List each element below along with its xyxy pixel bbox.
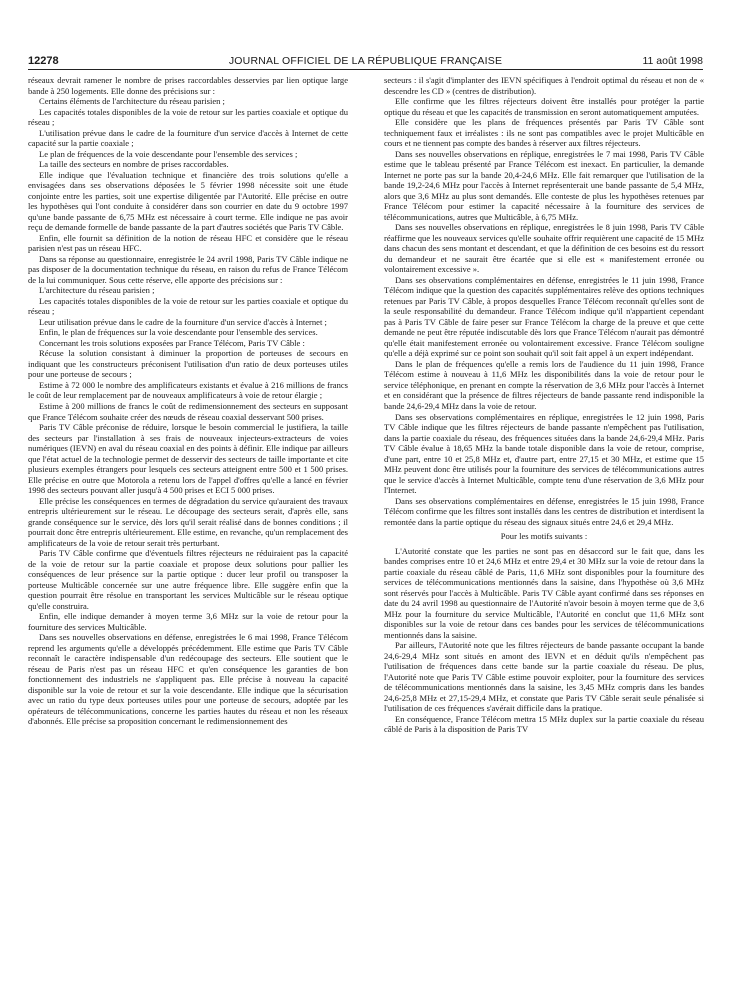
page-number: 12278 [28,55,59,67]
paragraph: Leur utilisation prévue dans le cadre de la fourniture d'un service d'accès à Internet ; [39,316,327,327]
page-header [28,55,703,69]
paragraph: Estime à 72 000 le nombre des amplificateurs existants et évalue à 216 millions de francs le coût de leur remplacement par de nouveaux amplificateurs à voie de retour élargie ; [28,379,348,401]
journal-title: JOURNAL OFFICIEL DE LA RÉPUBLIQUE FRANÇAISE [228,55,503,67]
paragraph: Dans sa réponse au questionnaire, enregistrée le 24 avril 1998, Paris TV Câble indique ne pas disposer de la documentation technique du réseau, en raison du refus de France Télécom de la lui communiquer. Sous cette réserve, elle apporte des précisions sur : [28,253,348,285]
paragraph: Elle indique que l'évaluation technique et financière des trois solutions qu'elle a envisagées dans ses observations déposées le 5 février 1998 nécessite soit une étude conjointe entre les parties, soit une expertise diligentée par l'Autorité. Elle précise en outre les hypothèses qui l'ont conduite à considérer dans son courrier en date du 9 octobre 1997 qu'une bande passante de 6,75 MHz est nécessaire à court terme. Elle indique ne pas avoir reçu de demande formelle de bande passante de la part d'autres sociétés que Paris TV Câble. [28,169,348,233]
paragraph: Dans ses observations complémentaires en réplique, enregistrées le 12 juin 1998, Paris TV Câble indique que les filtres réjecteurs de bande passante n'empêchent pas l'utilisation, dans la partie coaxiale du réseau, des fréquences situées dans la bande 24,6-29,4 MHz. Paris TV Câble évalue à 18,65 MHz la bande totale disponible dans la voie de retour, comprise, d'une part, entre 10 et 25,8 MHz et, d'autre part, entre 27,15 et 30 MHz, et estime que 15 MHz peuvent donc être utilisés pour la fourniture des services de télécommunications autres que le service d'accès à Internet Multicâble, compte tenu d'une réservation de 3,6 MHz pour l'Internet. [384,411,704,496]
paragraph: secteurs : il s'agit d'implanter des IEVN spécifiques à l'endroit optimal du réseau et non de « descendre les CD » (centres de distribution). [384,75,704,96]
paragraph: Récuse la solution consistant à diminuer la proportion de porteuses de secours en indiquant que les constructeurs préconisent l'utilisation d'un ratio de deux porteuses utiles pour une porteuse de secours ; [28,348,348,380]
left-column [28,75,348,727]
paragraph: L'architecture du réseau parisien ; [39,285,155,296]
paragraph: Elle précise les conséquences en termes de dégradation du service qu'auraient des travaux entrepris ultérieurement sur le réseau. Le découpage des secteurs serait, d'après elle, sans grande conséquence sur le service, dès lors qu'il serait réalisé dans de bonnes conditions ; il pourrait donc être entrepris ultérieurement. Elle estime, en revanche, qu'un remplacement des amplificateurs de la voie de retour serait très perturbant. [28,495,348,548]
paragraph: Elle confirme que les filtres réjecteurs doivent être installés pour protéger la partie optique du réseau et que les capacités de transmission en seront automatiquement amputées. [384,96,704,117]
paragraph: Dans ses nouvelles observations en réplique, enregistrées le 7 mai 1998, Paris TV Câble estime que le tableau présenté par France Télécom est inexact. En particulier, la demande Internet ne porte pas sur la bande 20,4-24,6 MHz. Elle fait remarquer que l'utilisation de la bande 19,2-24,6 MHz pour l'accès à Internet représenterait une bande passante de 5,4 MHz, alors que 3,6 MHz au plus sont demandés. Elle conteste de plus les hypothèses retenues par France Télécom pour estimer la capacité nécessaire à la fourniture des services de télécommunications, autres que Multicâble, à 6,75 MHz. [384,148,704,222]
paragraph: En conséquence, France Télécom mettra 15 MHz duplex sur la partie coaxiale du réseau câblé de Paris à la disposition de Paris TV [384,713,704,735]
paragraph: L'utilisation prévue dans le cadre de la fourniture d'un service d'accès à Internet de cette capacité sur la partie coaxiale ; [28,127,348,149]
paragraph: Enfin, elle fournit sa définition de la notion de réseau HFC et considère que le réseau parisien n'est pas un réseau HFC. [28,232,348,254]
paragraph: Dans ses observations complémentaires en défense, enregistrées le 11 juin 1998, France Télécom indique que la question des capacités supplémentaires relève des options techniques retenues par Paris TV Câble, à propos desquelles France Télécom reconnaît qu'elles sont de la seule responsabilité du demandeur. France Télécom indique qu'il n'appartient cependant pas à Paris TV Câble de faire peser sur France Télécom la charge de la preuve et que cette demande ne peut être réputée indiscutable dès lors que France Télécom n'aurait pas démontré qu'elle était manifestement erronée ou volontairement excessive. France Télécom souligne qu'elle a déjà exprimé sur ce point son souhait qu'il soit fait appel à un expert indépendant. [384,274,704,359]
paragraph: Paris TV Câble confirme que d'éventuels filtres réjecteurs ne réduiraient pas la capacité de la voie de retour sur la partie coaxiale et propose deux solutions pour pallier les conséquences de leur présence sur la partie optique : ducer leur profil ou transposer la porteuse Multicâble concernée sur une autre fréquence libre. Elle suggère enfin que la question pourrait être résolue en transportant les services Multicâble sur le réseau optique qu'elle construira. [28,548,348,611]
paragraph: Dans ses nouvelles observations en réplique, enregistrées le 8 juin 1998, Paris TV Câble réaffirme que les nouveaux services qu'elle souhaite offrir requièrent une capacité de 15 MHz dans chacun des sens montant et descendant, et que la définition de ces besoins est du ressort du demandeur et ne saurait être écartée que si elle est « manifestement erronée ou volontairement excessive ». [384,222,704,275]
paragraph: Dans le plan de fréquences qu'elle a remis lors de l'audience du 11 juin 1998, France Télécom estime à nouveau à 11,6 MHz les disponibilités dans la voie de retour pour le service téléphonique, en prenant en compte la réservation de 3,6 MHz pour l'accès à Internet et en considérant que la présence de filtres réjecteurs de bande passante rend indisponible la bande 24,6-29,4 MHz dans la voie de retour. [384,358,704,411]
paragraph: Le plan de fréquences de la voie descendante pour l'ensemble des services ; [39,148,298,159]
paragraph: Les capacités totales disponibles de la voie de retour sur les parties coaxiale et optique du réseau ; [28,295,348,317]
paragraph: Les capacités totales disponibles de la voie de retour sur les parties coaxiale et optique du réseau ; [28,106,348,128]
paragraph: Paris TV Câble préconise de réduire, lorsque le besoin commercial le justifiera, la taille des secteurs par l'installation à ses frais de nouveaux injecteurs-extracteurs de voies numériques (IEVN) en aval du réseau coaxial en des points à définir. Elle indique par ailleurs que l'état actuel de la technologie permet de desservir des secteurs de taille importante et cite plusieurs exemples étrangers pour lesquels ces secteurs atteignent entre 500 et 1 500 prises. Elle précise en outre que Motorola a retenu lors de l'appel d'offres qu'elle a lancé en février 1998 des secteurs pouvant aller jusqu'à 4 500 prises et ECI 5 000 prises. [28,422,348,496]
paragraph: Concernant les trois solutions exposées par France Télécom, Paris TV Câble : [39,337,305,348]
paragraph: réseaux devrait ramener le nombre de prises raccordables desservies par lien optique large bande à 250 logements. Elle donne des précisions sur : [28,75,348,96]
paragraph: La taille des secteurs en nombre de prises raccordables. [39,159,229,170]
paragraph: Certains éléments de l'architecture du réseau parisien ; [39,96,225,107]
paragraph: L'Autorité constate que les parties ne sont pas en désaccord sur le fait que, dans les bandes comprises entre 10 et 24,6 MHz et entre 29,4 et 30 MHz sur la voie de retour dans la partie coaxiale du réseau câblé de Paris, 11,6 MHz sont disponibles pour la fourniture des services de télécommunications mentionnés dans la saisine, dans l'hypothèse où 3,6 MHz sont réservés pour l'accès à Multicâble. Paris TV Câble ayant confirmé dans ses réponses en date du 24 avril 1998 au questionnaire de l'Autorité n'avoir besoin à moyen terme que de 3,6 MHz pour la fourniture du service Multicâble, l'Autorité en conclut que 11,6 MHz sont disponibles sur la voie de retour dans ces bandes pour les services de télécommunications mentionnés dans la saisine. [384,545,704,640]
paragraph: Enfin, elle indique demander à moyen terme 3,6 MHz sur la voie de retour pour la fourniture des services Multicâble. [28,611,348,632]
issue-date: 11 août 1998 [642,55,703,67]
paragraph: Dans ses nouvelles observations en défense, enregistrées le 6 mai 1998, France Télécom reprend les arguments qu'elle a développés précédemment. Elle estime que Paris TV Câble reconnaît le caractère indispensable d'un redécoupage des secteurs. Elle soutient que le réseau de Paris n'est pas un réseau HFC et qu'en conséquence les garanties de bon fonctionnement des industriels ne s'appliquent pas. Elle précise à nouveau la capacité disponible sur la voie de retour et sur la voie descendante. Elle indique que la sécurisation avec un ratio du type deux porteuses utiles pour une porteuse de secours, adoptée par les opérateurs de télécommunications, concerne les parties hautes du réseau et non les réseaux d'abonnés. Elle précise sa proposition concernant le redimensionnement des [28,632,348,727]
paragraph: Estime à 200 millions de francs le coût de redimensionnement des secteurs en supposant que France Télécom souhaite créer des nœuds de réseau coaxial desservant 500 prises. [28,400,348,422]
paragraph: Enfin, le plan de fréquences sur la voie descendante pour l'ensemble des services. [39,327,318,338]
paragraph: Dans ses observations complémentaires en défense, enregistrées le 15 juin 1998, France Télécom confirme que les filtres sont installés dans les centres de distribution et interdisent la remontée dans la partie optique du réseau des signaux situés entre 24,6 et 29,4 MHz. [384,495,704,527]
right-column [384,75,704,735]
paragraph: Elle considère que les plans de fréquences présentés par Paris TV Câble sont techniquement faux et irréalistes : ils ne sont pas compatibles avec le projet Multicâble en cours et ne tiennent pas compte des bandes à réserver aux filtres réjecteurs. [384,117,704,149]
section-heading: Pour les motifs suivants : [500,531,588,542]
header-rule [28,69,703,70]
paragraph: Par ailleurs, l'Autorité note que les filtres réjecteurs de bande passante occupant la bande 24,6-29,4 MHz sont situés en amont des IEVN et en déduit qu'ils n'empêchent pas l'utilisation de fréquences dans cette bande sur la partie coaxiale du réseau. De plus, l'Autorité note que Paris TV Câble estime pouvoir exploiter, pour la fourniture des services de télécommunications mentionnés dans la saisine, les 3,45 MHz compris dans les bandes 24,6-25,8 MHz et 27,15-29,4 MHz, et constate que Paris TV Câble serait seule pénalisée si l'utilisation de ces fréquences s'avérait difficile dans la pratique. [384,640,704,714]
